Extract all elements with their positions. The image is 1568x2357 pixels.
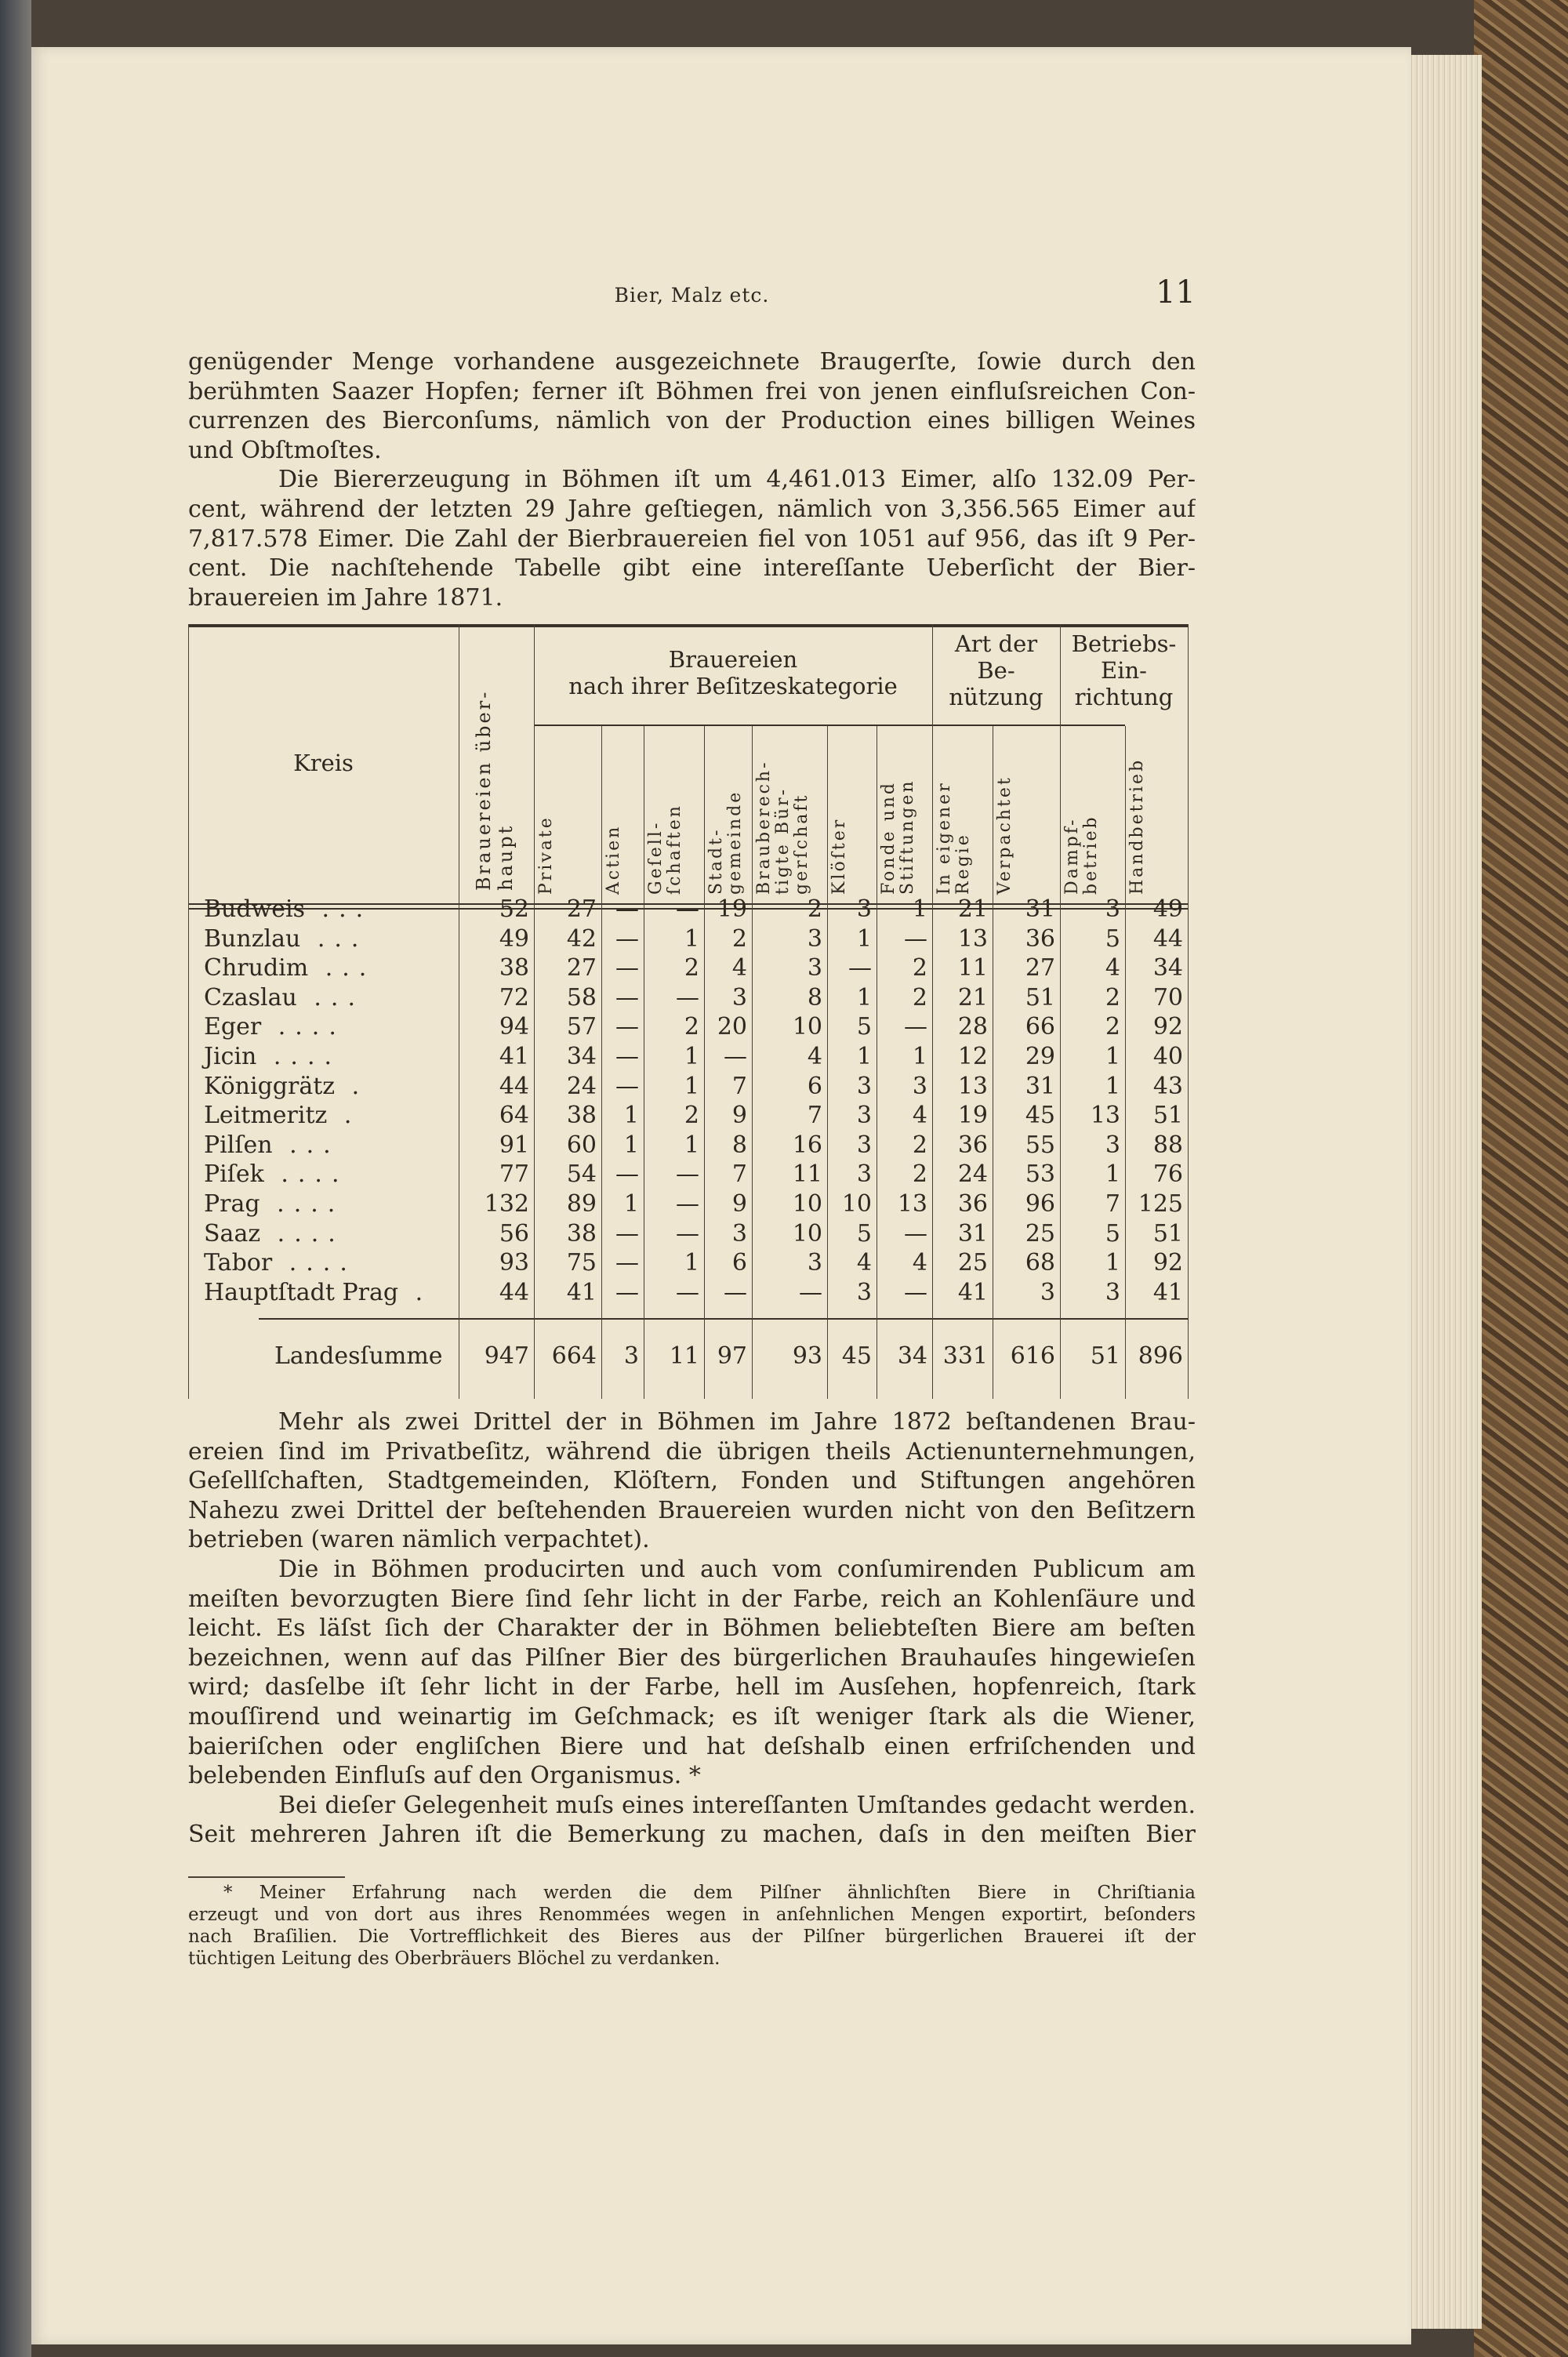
table-cell: 1 [684, 924, 699, 953]
table-cell: 3 [807, 1249, 822, 1277]
total-cell: 34 [897, 1342, 927, 1370]
text-line: cent, während der letzten 29 Jahre geſtiegen, nämlich von 3,356.565 Eimer auf [188, 495, 1196, 523]
table-cell: 8 [807, 983, 822, 1011]
table-cell: 1 [623, 1190, 639, 1218]
table-cell: 10 [792, 1013, 822, 1041]
table-cell: 11 [957, 954, 988, 982]
text-line: meiſten bevorzugten Biere ſind ſehr licht in der Farbe, reich an Kohlenſäure und [188, 1585, 1196, 1613]
header-subcolumn: Fonde und Stiftungen [879, 779, 917, 895]
text-line: Die in Böhmen producirten und auch vom conſumirenden Publicum am [278, 1555, 1196, 1583]
kreis-name [204, 983, 365, 1012]
table-cell: 2 [684, 1102, 699, 1130]
table-cell: 10 [792, 1190, 822, 1218]
table-cell: 4 [856, 1249, 872, 1277]
header-subcolumn: Stadt- gemeinde [706, 790, 745, 895]
table-cell: 27 [566, 895, 597, 923]
kreis-name [204, 895, 372, 924]
leader-dots: .... [260, 1219, 345, 1248]
header-subcolumn: Klöſter [829, 817, 849, 895]
leader-dots: ... [296, 983, 365, 1011]
table-cell: 10 [792, 1219, 822, 1248]
kreis-label: Prag [204, 1190, 260, 1218]
table-cell: 45 [1025, 1102, 1055, 1130]
header-group-ownership: Brauereien nach ihrer Beſitzeskategorie [568, 646, 898, 699]
table-cell: 36 [957, 1131, 988, 1159]
table-cell: 70 [1152, 983, 1183, 1011]
table-cell: 38 [566, 1219, 597, 1248]
text-line: Geſellſchaften, Stadtgemeinden, Klöſtern, Fonden und Stiftungen angehören [188, 1467, 1196, 1495]
text-line: Bei dieſer Gelegenheit muſs eines intereſſanten Umſtandes gedacht werden. [278, 1791, 1196, 1819]
total-cell: 664 [551, 1342, 597, 1370]
group-rule [534, 725, 1125, 726]
total-cell: 616 [1010, 1342, 1055, 1370]
table-cell: 75 [566, 1249, 597, 1277]
text-line: bezeichnen, wenn auf das Pilſner Bier des bürgerlichen Brauhauſes hingewieſen [188, 1643, 1196, 1672]
table-cell: 58 [566, 983, 597, 1011]
table-cell: 6 [731, 1249, 747, 1277]
total-cell: 51 [1090, 1342, 1120, 1370]
text-line: leicht. Es läſst ſich der Charakter der in Böhmen beliebteſten Biere am beſten [188, 1614, 1196, 1643]
header-subcolumn: Geſell- ſchaften [646, 804, 684, 895]
header-group-operation: Betriebs- Ein- richtung [1071, 630, 1177, 710]
kreis-label: Budweis [204, 895, 305, 923]
kreis-label: Tabor [204, 1249, 273, 1277]
header-subcolumn: Private [536, 815, 556, 895]
table-cell: 55 [1025, 1131, 1055, 1159]
table-cell: 3 [856, 1102, 872, 1130]
table-cell: 21 [957, 895, 988, 923]
table-cell: 7 [731, 1160, 747, 1189]
table-cell: 125 [1138, 1190, 1183, 1218]
table-cell: 3 [807, 954, 822, 982]
table-cell: 43 [1152, 1072, 1183, 1100]
table-cell: 3 [856, 895, 872, 923]
leader-dots: .... [260, 1190, 345, 1218]
table-cell: 31 [1025, 895, 1055, 923]
text-line: cent. Die nachſtehende Tabelle gibt eine intereſſante Ueberſicht der Bier- [188, 554, 1196, 583]
text-line: betrieben (waren nämlich verpachtet). [188, 1526, 650, 1554]
text-line: * Meiner Erfahrung nach werden die dem Pilſner ähnlichſten Biere in Chriſtiania [223, 1883, 1196, 1903]
table-cell: — [724, 1043, 747, 1070]
table-cell: 25 [1025, 1219, 1055, 1248]
kreis-name [204, 1012, 346, 1041]
table-cell: 60 [566, 1131, 597, 1159]
page-stack-edge [1403, 55, 1482, 2329]
table-cell: — [676, 1160, 699, 1189]
table-cell: 9 [731, 1102, 747, 1130]
text-line: nach Braſilien. Die Vortrefflichkeit des Bieres aus der Pilſner bürgerlichen Brauerei iſt der [188, 1927, 1196, 1947]
column-divider [1188, 624, 1189, 1399]
kreis-name [204, 1189, 344, 1218]
kreis-label: Saaz [204, 1219, 261, 1248]
table-cell: 56 [499, 1219, 529, 1248]
table-cell: 19 [957, 1102, 988, 1130]
table-cell: 1 [684, 1131, 699, 1159]
table-cell: 9 [731, 1190, 747, 1218]
kreis-name [204, 1160, 349, 1189]
table-cell: 1 [856, 983, 872, 1011]
book-spine-edge [0, 0, 31, 2357]
table-cell: 51 [1152, 1219, 1183, 1248]
table-cell: — [676, 983, 699, 1011]
table-cell: — [615, 1249, 639, 1277]
kreis-label: Pilſen [204, 1131, 273, 1159]
table-cell: 88 [1152, 1131, 1183, 1159]
text-line: Mehr als zwei Drittel der in Böhmen im Jahre 1872 beſtandenen Brau- [278, 1408, 1196, 1436]
table-cell: 42 [566, 924, 597, 953]
table-cell: 1 [1105, 1160, 1120, 1189]
table-cell: 49 [1152, 895, 1183, 923]
table-cell: — [615, 1160, 639, 1189]
table-cell: 3 [1040, 1278, 1055, 1306]
table-cell: — [724, 1278, 747, 1306]
table-cell: 1 [856, 924, 872, 953]
header-subcolumn: Dampf- betrieb [1062, 815, 1101, 895]
table-cell: 3 [912, 1072, 927, 1100]
table-cell: 1 [684, 1072, 699, 1100]
text-line: Seit mehreren Jahren iſt die Bemerkung zu machen, daſs in den meiſten Bier [188, 1821, 1196, 1849]
table-cell: 13 [1090, 1102, 1120, 1130]
kreis-label: Czaslau [204, 983, 297, 1011]
total-cell: 3 [623, 1342, 639, 1370]
text-line: currenzen des Bierconſums, nämlich von der Production eines billigen Weines [188, 407, 1196, 435]
table-cell: 41 [1152, 1278, 1183, 1306]
table-cell: 4 [912, 1249, 927, 1277]
kreis-label: Eger [204, 1013, 262, 1041]
table-cell: 1 [1105, 1072, 1120, 1100]
table-cell: 2 [1105, 1013, 1120, 1041]
table-cell: — [615, 1219, 639, 1248]
leader-dots: ... [300, 924, 368, 953]
kreis-name [204, 1278, 432, 1307]
table-cell: 1 [623, 1131, 639, 1159]
table-cell: 2 [912, 954, 927, 982]
kreis-label: Chrudim [204, 954, 309, 982]
table-cell: 20 [717, 1013, 747, 1041]
table-cell: 2 [684, 1013, 699, 1041]
leader-dots: ... [308, 954, 376, 982]
total-cell: 45 [841, 1342, 872, 1370]
table-cell: 12 [957, 1043, 988, 1070]
total-cell: 11 [669, 1342, 699, 1370]
table-cell: 34 [566, 1043, 597, 1070]
table-cell: 13 [897, 1190, 927, 1218]
table-cell: 27 [1025, 954, 1055, 982]
table-cell: 52 [499, 895, 529, 923]
table-cell: 16 [792, 1131, 822, 1159]
text-line: genügender Menge vorhandene ausgezeichnete Braugerſte, ſowie durch den [188, 348, 1196, 376]
table-cell: 2 [912, 983, 927, 1011]
total-label: Landesſumme [274, 1342, 443, 1370]
header-group-usage: Art der Be- nützung [949, 630, 1044, 710]
table-cell: 2 [912, 1131, 927, 1159]
table-cell: 28 [957, 1013, 988, 1041]
leader-dots: .... [272, 1249, 357, 1277]
table-cell: 44 [499, 1072, 529, 1100]
table-cell: 1 [912, 1043, 927, 1070]
table-cell: — [676, 1278, 699, 1306]
table-cell: 21 [957, 983, 988, 1011]
table-cell: 4 [807, 1043, 822, 1070]
text-line: tüchtigen Leitung des Oberbräuers Blöchel zu verdanken. [188, 1948, 720, 1969]
table-cell: 3 [731, 1219, 747, 1248]
table-cell: 24 [957, 1160, 988, 1189]
leader-dots: .... [256, 1043, 342, 1070]
marbled-cover [1474, 0, 1568, 2357]
table-cell: 31 [957, 1219, 988, 1248]
table-cell: 27 [566, 954, 597, 982]
table-cell: 89 [566, 1190, 597, 1218]
table-cell: 91 [499, 1131, 529, 1159]
header-kreis: Kreis [293, 750, 354, 776]
leader-dots: . [398, 1278, 433, 1306]
footnote-divider [188, 1876, 345, 1878]
table-cell: 7 [731, 1072, 747, 1100]
table-cell: 5 [1105, 924, 1120, 953]
table-cell: 3 [807, 924, 822, 953]
table-cell: — [615, 1043, 639, 1070]
table-cell: 4 [1105, 954, 1120, 982]
table-cell: — [615, 1013, 639, 1041]
text-line: wird; dasſelbe iſt ſehr licht in der Farbe, hell im Ausſehen, hopfenreich, ſtark [188, 1673, 1196, 1701]
table-cell: 1 [1105, 1249, 1120, 1277]
table-cell: — [615, 924, 639, 953]
table-cell: 54 [566, 1160, 597, 1189]
table-cell: — [676, 895, 699, 923]
kreis-name [204, 1101, 361, 1130]
text-line: brauereien im Jahre 1871. [188, 583, 503, 612]
column-divider [188, 624, 189, 1399]
header-subcolumn: Actien [604, 824, 623, 895]
table-cell: — [615, 1278, 639, 1306]
table-cell: 72 [499, 983, 529, 1011]
total-cell: 896 [1138, 1342, 1183, 1370]
table-cell: 31 [1025, 1072, 1055, 1100]
leader-dots: . [327, 1102, 361, 1130]
text-line: Nahezu zwei Drittel der beſtehenden Brauereien wurden nicht von den Beſitzern [188, 1496, 1196, 1524]
table-cell: 2 [731, 924, 747, 953]
table-cell: — [615, 895, 639, 923]
table-cell: 4 [731, 954, 747, 982]
table-cell: 40 [1152, 1043, 1183, 1070]
table-cell: 53 [1025, 1160, 1055, 1189]
table-cell: 2 [684, 954, 699, 982]
table-cell: 93 [499, 1249, 529, 1277]
text-line: mouſſirend und weinartig im Geſchmack; es iſt weniger ſtark als die Wiener, [188, 1702, 1196, 1731]
page-number: 11 [1156, 274, 1196, 311]
table-cell: — [904, 924, 927, 953]
leader-dots: .... [263, 1160, 349, 1189]
table-cell: 1 [684, 1043, 699, 1070]
table-cell: 44 [499, 1278, 529, 1306]
header-total: Brauereien über- haupt [473, 689, 517, 891]
text-line: erzeugt und von dort aus ihres Renommées wegen in anſehnlichen Mengen exportirt, beſonders [188, 1905, 1196, 1925]
table-cell: 96 [1025, 1190, 1055, 1218]
table-cell: — [848, 954, 872, 982]
table-cell: 2 [912, 1160, 927, 1189]
table-cell: 2 [1105, 983, 1120, 1011]
table-cell: 3 [731, 983, 747, 1011]
header-subcolumn: Handbetrieb [1127, 757, 1147, 895]
table-cell: — [904, 1278, 927, 1306]
text-line: berühmten Saazer Hopfen; ferner iſt Böhmen frei von jenen einfluſsreichen Con- [188, 377, 1196, 405]
kreis-label: Bunzlau [204, 924, 301, 953]
text-before-table [188, 347, 1196, 612]
table-cell: 34 [1152, 954, 1183, 982]
table-cell: — [904, 1013, 927, 1041]
kreis-name [204, 1042, 341, 1071]
table-cell: 4 [912, 1102, 927, 1130]
table-cell: 92 [1152, 1249, 1183, 1277]
table-top-rule [188, 624, 1188, 627]
kreis-label: Leitmeritz [204, 1102, 328, 1130]
table-cell: 5 [856, 1219, 872, 1248]
table-cell: 29 [1025, 1043, 1055, 1070]
table-cell: 5 [1105, 1219, 1120, 1248]
table-cell: 3 [856, 1131, 872, 1159]
table-cell: 132 [484, 1190, 529, 1218]
table-cell: 3 [856, 1072, 872, 1100]
table-cell: 36 [1025, 924, 1055, 953]
table-cell: 3 [1105, 1131, 1120, 1159]
text-line: belebenden Einfluſs auf den Organismus. * [188, 1762, 701, 1790]
table-cell: 19 [717, 895, 747, 923]
table-cell: 13 [957, 1072, 988, 1100]
table-cell: — [615, 954, 639, 982]
table-cell: 38 [499, 954, 529, 982]
kreis-name [204, 1072, 368, 1101]
table-cell: 25 [957, 1249, 988, 1277]
table-cell: 10 [841, 1190, 872, 1218]
table-cell: 41 [957, 1278, 988, 1306]
table-cell: 5 [856, 1013, 872, 1041]
table-cell: 1 [1105, 1043, 1120, 1070]
total-cell: 97 [717, 1342, 747, 1370]
table-cell: 64 [499, 1102, 529, 1130]
kreis-name [204, 924, 368, 953]
table-cell: 2 [807, 895, 822, 923]
table-cell: 7 [1105, 1190, 1120, 1218]
kreis-name [204, 1248, 357, 1277]
table-cell: 6 [807, 1072, 822, 1100]
kreis-label: Königgrätz [204, 1072, 336, 1100]
table-cell: — [615, 983, 639, 1011]
table-cell: 76 [1152, 1160, 1183, 1189]
table-cell: 51 [1025, 983, 1055, 1011]
table-total-rule [259, 1318, 1188, 1320]
table-cell: 1 [684, 1249, 699, 1277]
leader-dots: . [335, 1072, 369, 1100]
leader-dots: .... [261, 1013, 346, 1041]
table-cell: 3 [1105, 1278, 1120, 1306]
kreis-label: Jicin [204, 1043, 257, 1070]
text-line: baieriſchen oder engliſchen Biere und hat deſshalb einen erfriſchenden und [188, 1732, 1196, 1760]
kreis-label: Hauptſtadt Prag [204, 1278, 399, 1306]
table-cell: — [615, 1072, 639, 1100]
table-cell: — [676, 1190, 699, 1218]
table-cell: 68 [1025, 1249, 1055, 1277]
table-cell: 1 [623, 1102, 639, 1130]
table-cell: 57 [566, 1013, 597, 1041]
leader-dots: ... [272, 1131, 340, 1159]
total-cell: 93 [792, 1342, 822, 1370]
text-after-table [188, 1407, 1196, 1850]
table-cell: 3 [1105, 895, 1120, 923]
table-cell: 8 [731, 1131, 747, 1159]
leader-dots: ... [305, 895, 373, 923]
table-cell: 13 [957, 924, 988, 953]
text-line: 7,817.578 Eimer. Die Zahl der Bierbrauereien fiel von 1051 auf 956, das iſt 9 Per- [188, 525, 1196, 553]
table-cell: — [904, 1219, 927, 1248]
table-cell: 41 [566, 1278, 597, 1306]
table-cell: 1 [856, 1043, 872, 1070]
table-cell: 49 [499, 924, 529, 953]
running-title: Bier, Malz etc. [614, 284, 770, 307]
text-line: Die Biererzeugung in Böhmen iſt um 4,461.013 Eimer, alſo 132.09 Per- [278, 466, 1196, 494]
text-line: und Obſtmoſtes. [188, 436, 382, 464]
table-cell: 66 [1025, 1013, 1055, 1041]
kreis-name [204, 1219, 345, 1248]
brewery-table [188, 624, 1188, 1399]
table-cell: 94 [499, 1013, 529, 1041]
table-cell: 24 [566, 1072, 597, 1100]
footnote [188, 1882, 1196, 1970]
text-line: ereien ſind im Privatbeſitz, während die übrigen theils Actienunternehmungen, [188, 1437, 1196, 1465]
table-cell: 3 [856, 1160, 872, 1189]
table-cell: 41 [499, 1043, 529, 1070]
kreis-label: Piſek [204, 1160, 264, 1189]
kreis-name [204, 953, 376, 982]
total-cell: 331 [942, 1342, 988, 1370]
table-cell: 1 [912, 895, 927, 923]
table-cell: 3 [856, 1278, 872, 1306]
kreis-name [204, 1131, 340, 1160]
header-subcolumn: Brauberech- tigte Bür- gerſchaft [754, 760, 811, 895]
table-cell: 7 [807, 1102, 822, 1130]
table-cell: 77 [499, 1160, 529, 1189]
table-cell: 51 [1152, 1102, 1183, 1130]
table-cell: 38 [566, 1102, 597, 1130]
table-cell: — [799, 1278, 822, 1306]
table-cell: 11 [792, 1160, 822, 1189]
table-cell: 36 [957, 1190, 988, 1218]
table-cell: 44 [1152, 924, 1183, 953]
total-cell: 947 [484, 1342, 529, 1370]
table-cell: — [676, 1219, 699, 1248]
header-subcolumn: Verpachtet [995, 775, 1014, 895]
header-subcolumn: In eigener Regie [935, 781, 973, 895]
table-cell: 92 [1152, 1013, 1183, 1041]
